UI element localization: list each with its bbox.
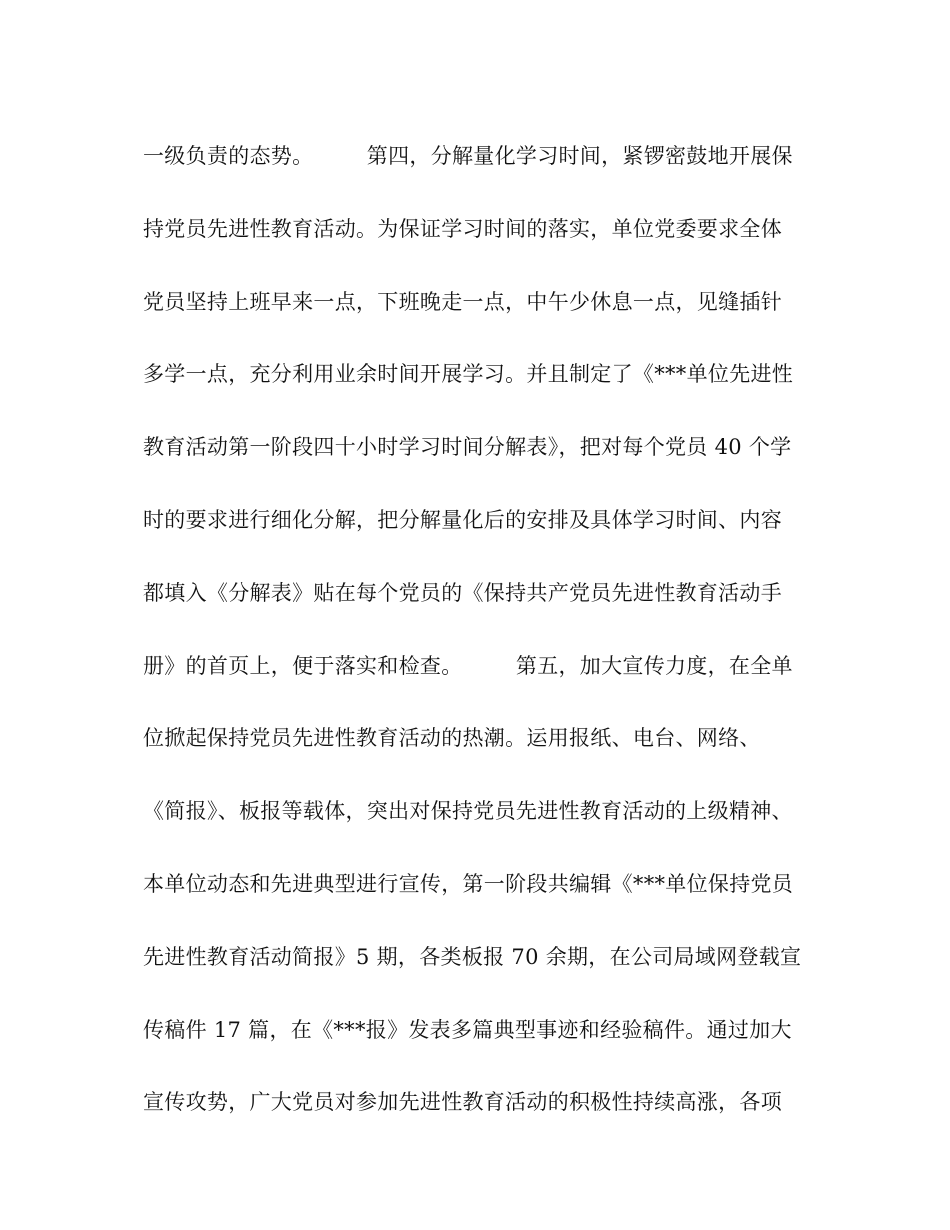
text-line: 一级负责的态势。 第四，分解量化学习时间，紧锣密鼓地开展保 xyxy=(143,144,793,168)
text-line: 时的要求进行细化分解，把分解量化后的安排及具体学习时间、内容 xyxy=(143,507,782,532)
text-line: 教育活动第一阶段四十小时学习时间分解表》，把对每个党员 40 个学 xyxy=(143,435,792,460)
text-line: 位掀起保持党员先进性教育活动的热潮。运用报纸、电台、网络、 xyxy=(143,726,761,751)
text-line: 宣传攻势，广大党员对参加先进性教育活动的积极性持续高涨，各项 xyxy=(143,1090,782,1115)
text-line: 持党员先进性教育活动。为保证学习时间的落实，单位党委要求全体 xyxy=(143,216,782,241)
body-text xyxy=(143,120,823,1139)
text-line: 传稿件 17 篇，在《***报》发表多篇典型事迹和经验稿件。通过加大 xyxy=(143,1017,792,1042)
text-line: 册》的首页上，便于落实和检查。 第五，加大宣传力度，在全单 xyxy=(143,653,793,678)
text-line: 先进性教育活动简报》5 期，各类板报 70 余期，在公司局域网登载宣 xyxy=(143,944,802,969)
text-line: 本单位动态和先进典型进行宣传，第一阶段共编辑《***单位保持党员 xyxy=(143,871,794,896)
text-line: 党员坚持上班早来一点，下班晚走一点，中午少休息一点，见缝插针 xyxy=(143,289,782,314)
text-line: 多学一点，充分利用业余时间开展学习。并且制定了《***单位先进性 xyxy=(143,362,794,387)
text-line: 《简报》、板报等载体，突出对保持党员先进性教育活动的上级精神、 xyxy=(143,799,793,824)
text-line: 都填入《分解表》贴在每个党员的《保持共产党员先进性教育活动手 xyxy=(143,580,782,605)
